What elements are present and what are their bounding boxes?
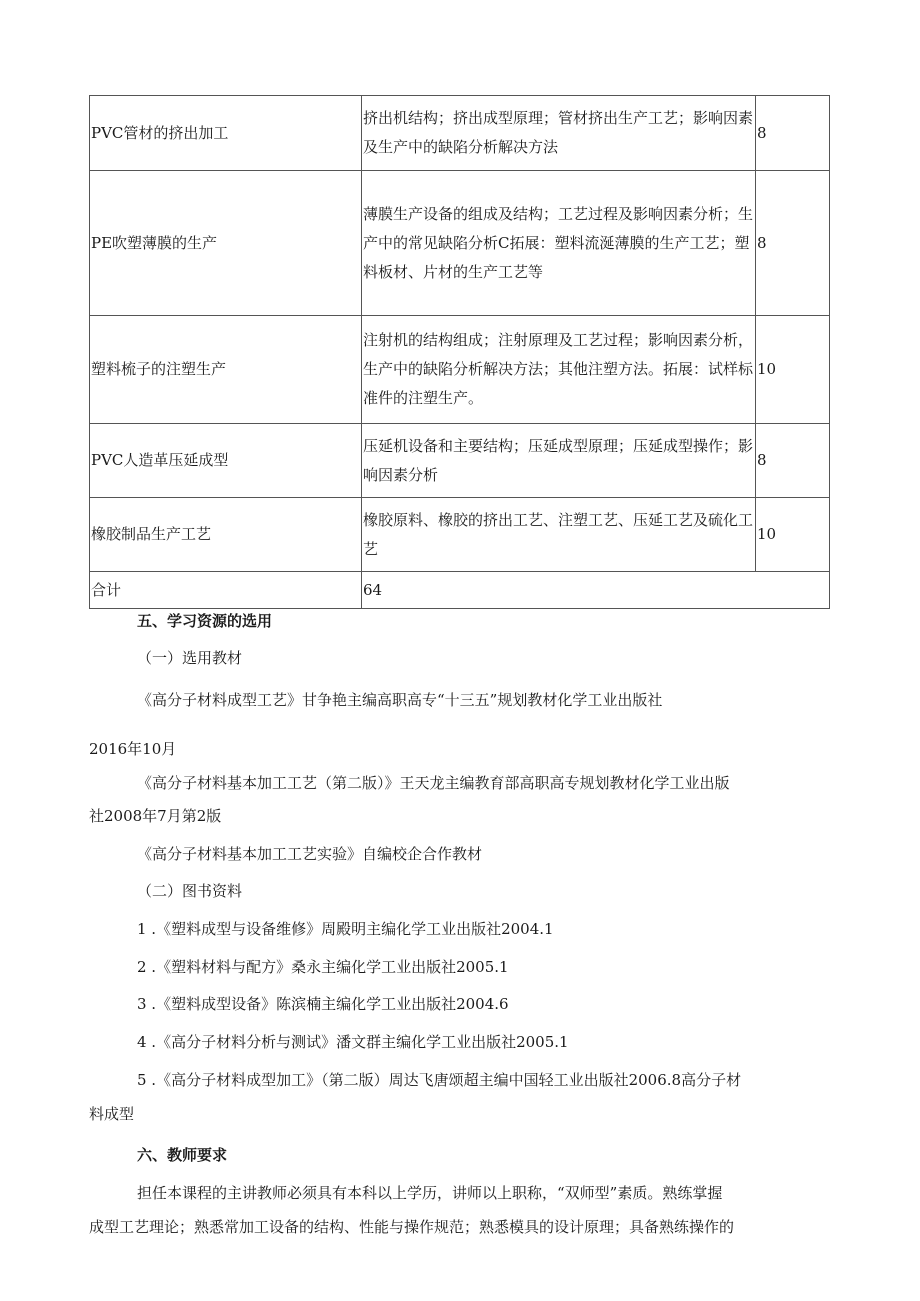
topic-cell: PE吹塑薄膜的生产 (90, 171, 362, 316)
subsection-references: （二）图书资料 (137, 882, 243, 900)
textbook-1-line-2: 2016年10月 (89, 740, 177, 758)
subsection-textbooks: （一）选用教材 (137, 649, 243, 667)
textbook-3: 《高分子材料基本加工工艺实验》自编校企合作教材 (137, 845, 483, 863)
textbook-2-line-2: 社2008年7月第2版 (89, 807, 222, 825)
content-cell: 挤出机结构；挤出成型原理；管材挤出生产工艺；影响因素及生产中的缺陷分析解决方法 (362, 96, 756, 171)
topic-cell: PVC人造革压延成型 (90, 424, 362, 498)
topic-cell: 塑料梳子的注塑生产 (90, 316, 362, 424)
table-row (90, 424, 830, 498)
content-cell: 橡胶原料、橡胶的挤出工艺、注塑工艺、压延工艺及硫化工艺 (362, 498, 756, 572)
section-6-heading: 六、教师要求 (137, 1146, 228, 1164)
course-hours-table (89, 95, 830, 609)
reference-item-5-line-2: 料成型 (89, 1105, 135, 1123)
total-label-cell: 合计 (90, 572, 362, 609)
teacher-requirement-line-2: 成型工艺理论；熟悉常加工设备的结构、性能与操作规范；熟悉模具的设计原理；具备熟练操作的 (89, 1218, 735, 1236)
table-total-row (90, 572, 830, 609)
topic-cell: 橡胶制品生产工艺 (90, 498, 362, 572)
content-cell: 压延机设备和主要结构；压延成型原理；压延成型操作；影响因素分析 (362, 424, 756, 498)
section-5-heading: 五、学习资源的选用 (137, 612, 273, 630)
total-value-cell: 64 (362, 572, 830, 609)
hours-cell: 10 (756, 498, 830, 572)
reference-item: 3 .《塑料成型设备》陈滨楠主编化学工业出版社2004.6 (137, 995, 509, 1013)
table-row (90, 171, 830, 316)
table-row (90, 498, 830, 572)
content-cell: 薄膜生产设备的组成及结构；工艺过程及影响因素分析；生产中的常见缺陷分析C拓展：塑料流涎薄膜的生产工艺；塑料板材、片材的生产工艺等 (362, 171, 756, 316)
reference-item-5-line-1: 5 .《高分子材料成型加工》（第二版）周达飞唐颂超主编中国轻工业出版社2006.8高分子材 (137, 1071, 742, 1089)
textbook-1-line-1: 《高分子材料成型工艺》甘争艳主编高职高专“十三五”规划教材化学工业出版社 (137, 691, 663, 709)
hours-cell: 10 (756, 316, 830, 424)
topic-cell: PVC管材的挤出加工 (90, 96, 362, 171)
table-row (90, 316, 830, 424)
teacher-requirement-line-1: 担任本课程的主讲教师必须具有本科以上学历，讲师以上职称，“双师型”素质。熟练掌握 (137, 1184, 723, 1202)
reference-item: 4 .《高分子材料分析与测试》潘文群主编化学工业出版社2005.1 (137, 1033, 569, 1051)
reference-item: 1 .《塑料成型与设备维修》周殿明主编化学工业出版社2004.1 (137, 920, 554, 938)
table-row (90, 96, 830, 171)
content-cell: 注射机的结构组成；注射原理及工艺过程；影响因素分析，生产中的缺陷分析解决方法；其他注塑方法。拓展：试样标准件的注塑生产。 (362, 316, 756, 424)
hours-cell: 8 (756, 424, 830, 498)
hours-cell: 8 (756, 171, 830, 316)
reference-item: 2 .《塑料材料与配方》桑永主编化学工业出版社2005.1 (137, 958, 509, 976)
hours-cell: 8 (756, 96, 830, 171)
textbook-2-line-1: 《高分子材料基本加工工艺（第二版）》王天龙主编教育部高职高专规划教材化学工业出版 (137, 774, 730, 792)
